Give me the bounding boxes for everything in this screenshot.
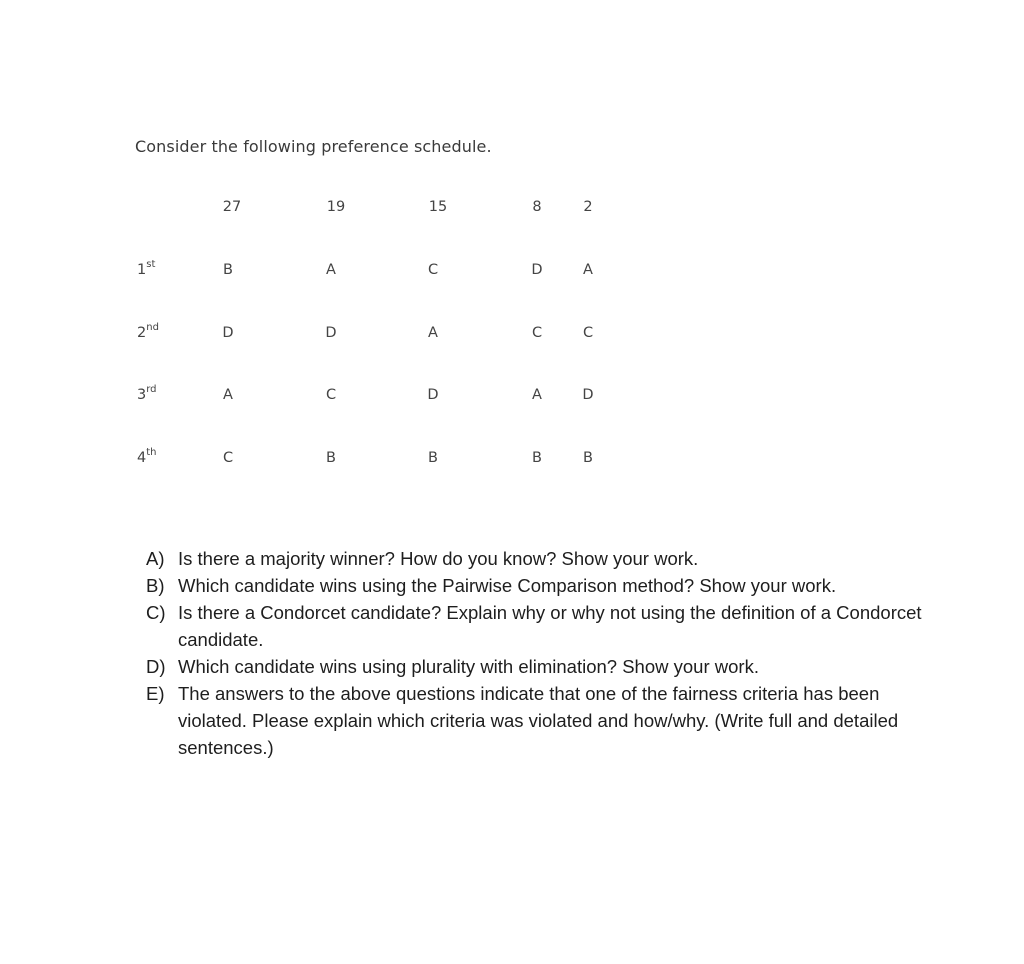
choice-cell: A [428,325,438,341]
choice-cell: A [583,262,593,278]
rank-label: 2nd [137,322,159,341]
choice-cell: C [222,450,234,466]
choice-cell: D [582,387,594,403]
question-letter: A) [146,548,165,569]
question-item [146,545,926,572]
choice-cell: A [532,387,542,403]
intro-text: Consider the following preference schedule. [135,137,492,156]
question-item [146,653,926,680]
choice-cell: C [325,387,337,403]
question-text: Which candidate wins using the Pairwise Comparison method? Show your work. [178,575,837,596]
choice-cell: D [222,325,234,341]
choice-cell: C [582,325,594,341]
question-item [146,572,926,599]
choice-cell: B [532,450,542,466]
question-item [146,680,926,761]
voter-count: 19 [326,199,346,215]
voter-count: 2 [583,199,593,215]
voter-count: 8 [532,199,542,215]
question-letter: E) [146,683,165,704]
question-text: Which candidate wins using plurality with elimination? Show your work. [178,656,759,677]
choice-cell: C [531,325,543,341]
voter-count: 15 [428,199,448,215]
choice-cell: B [223,262,233,278]
choice-cell: B [583,450,593,466]
question-letter: B) [146,575,165,596]
rank-label: 3rd [137,384,157,403]
question-item [146,599,926,653]
choice-cell: B [326,450,336,466]
voter-count: 27 [222,199,242,215]
choice-cell: C [427,262,439,278]
question-letter: C) [146,602,166,623]
question-list [146,545,926,761]
choice-cell: A [223,387,233,403]
question-text: Is there a Condorcet candidate? Explain why or why not using the definition of a Condorcet candidate. [178,602,922,650]
rank-label: 1st [137,259,156,278]
choice-cell: A [326,262,336,278]
question-text: Is there a majority winner? How do you know? Show your work. [178,548,699,569]
choice-cell: B [428,450,438,466]
question-text: The answers to the above questions indicate that one of the fairness criteria has been violated. Please explain which criteria was violated and how/why. (Write full and detailed sentences.) [178,683,899,758]
choice-cell: D [531,262,543,278]
question-letter: D) [146,656,166,677]
choice-cell: D [427,387,439,403]
choice-cell: D [325,325,337,341]
rank-label: 4th [137,447,157,466]
